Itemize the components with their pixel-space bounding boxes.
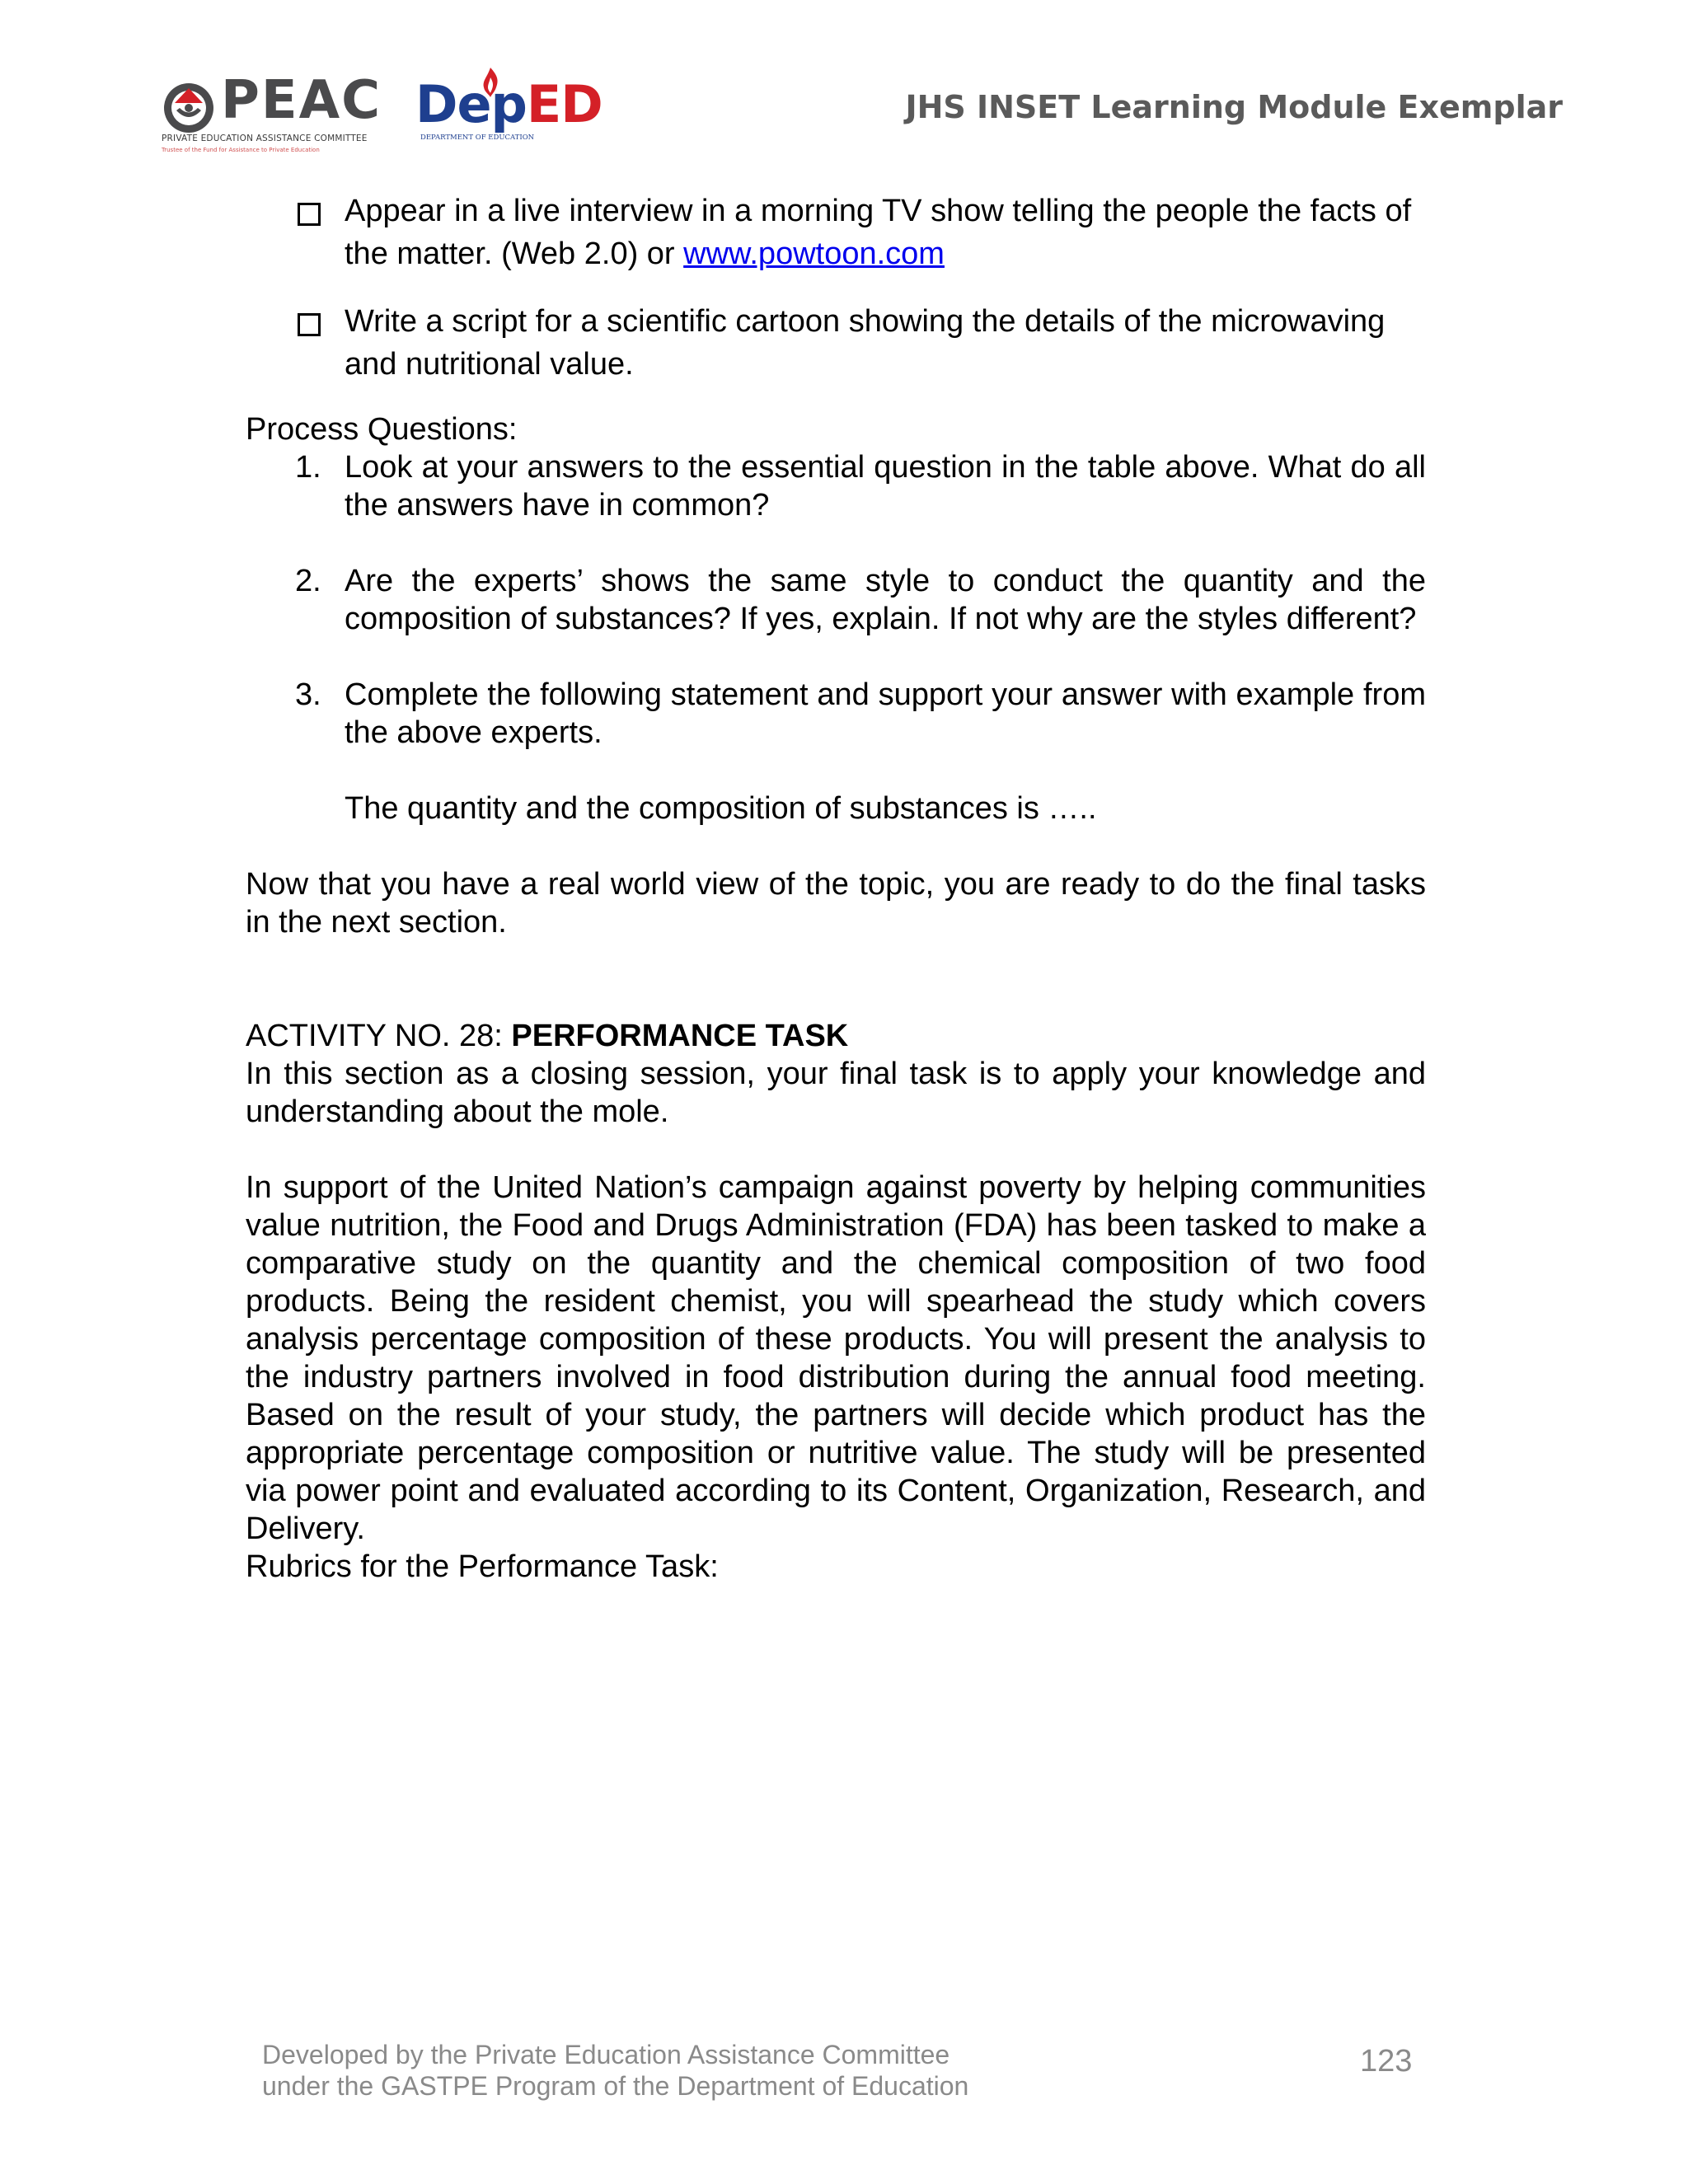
deped-dep: Dep [415,74,527,134]
checklist-text: Write a script for a scientific cartoon showing the details of the microwaving and nutritional value. [345,304,1386,382]
activity-title: PERFORMANCE TASK [511,1019,849,1053]
rubrics-label: Rubrics for the Performance Task: [246,1549,719,1584]
footer-line-1: Developed by the Private Education Assistance Committee [262,2040,950,2069]
question-number: 3. [295,677,321,712]
deped-wordmark [415,74,603,134]
question-item [246,562,1426,638]
transition-paragraph: Now that you have a real world view of the topic, you are ready to do the final tasks in the next section. [246,867,1426,940]
question-item [246,448,1426,524]
deped-subtitle: DEPARTMENT OF EDUCATION [420,134,535,142]
checklist-text: Appear in a live interview in a morning TV show telling the people the facts of the matter. (Web 2.0) or [345,194,1412,271]
checklist-item [246,300,1426,386]
process-questions-label: Process Questions: [246,412,518,447]
checklist-item [246,190,1426,275]
question-item [246,676,1426,752]
module-title: JHS INSET Learning Module Exemplar [905,89,1563,125]
question-text: Complete the following statement and support your answer with example from the above experts. [345,677,1426,750]
peac-logo [162,70,384,158]
page-header [0,0,1688,181]
peac-subtitle: PRIVATE EDUCATION ASSISTANCE COMMITTEE [162,134,368,143]
question-text: Are the experts’ shows the same style to conduct the quantity and the composition of substances? If yes, explain. If not why are the styles different? [345,564,1426,636]
checkbox-icon [298,313,321,336]
page-footer [262,2039,968,2102]
question-number: 2. [295,564,321,598]
question-number: 1. [295,450,321,485]
peac-tagline: Trustee of the Fund for Assistance to Private Education [162,147,320,153]
question-text: Look at your answers to the essential question in the table above. What do all the answers have in common? [345,450,1426,523]
footer-line-2: under the GASTPE Program of the Department of Education [262,2071,969,2101]
completion-statement: The quantity and the composition of substances is ….. [345,791,1097,826]
peac-emblem-icon [162,81,216,135]
activity-scenario: In support of the United Nation’s campaign against poverty by helping communities value nutrition, the Food and Drugs Administration (FDA) has been tasked to make a comparative study on the quantity and the chemical composition of two food products. Being the resident chemist, you will spearhead the study which covers analysis percentage composition of these products. You will present the analysis to the industry partners involved in food distribution during the annual food meeting. Based on the result of your study, the partners will decide which product has the appropriate percentage composition or nutritive value. The study will be presented via power point and evaluated according to its Content, Organization, Research, and Delivery. [246,1170,1426,1546]
powtoon-link[interactable]: www.powtoon.com [683,237,945,271]
activity-heading [246,1017,1426,1055]
checkbox-icon [298,203,321,226]
peac-wordmark: PEAC [221,70,382,131]
activity-intro: In this section as a closing session, your final task is to apply your knowledge and understanding about the mole. [246,1057,1426,1129]
activity-prefix: ACTIVITY NO. 28: [246,1019,512,1053]
deped-ed: ED [526,74,603,134]
page-number: 123 [1360,2044,1413,2079]
deped-logo [415,68,603,143]
page-content [246,190,1426,1586]
